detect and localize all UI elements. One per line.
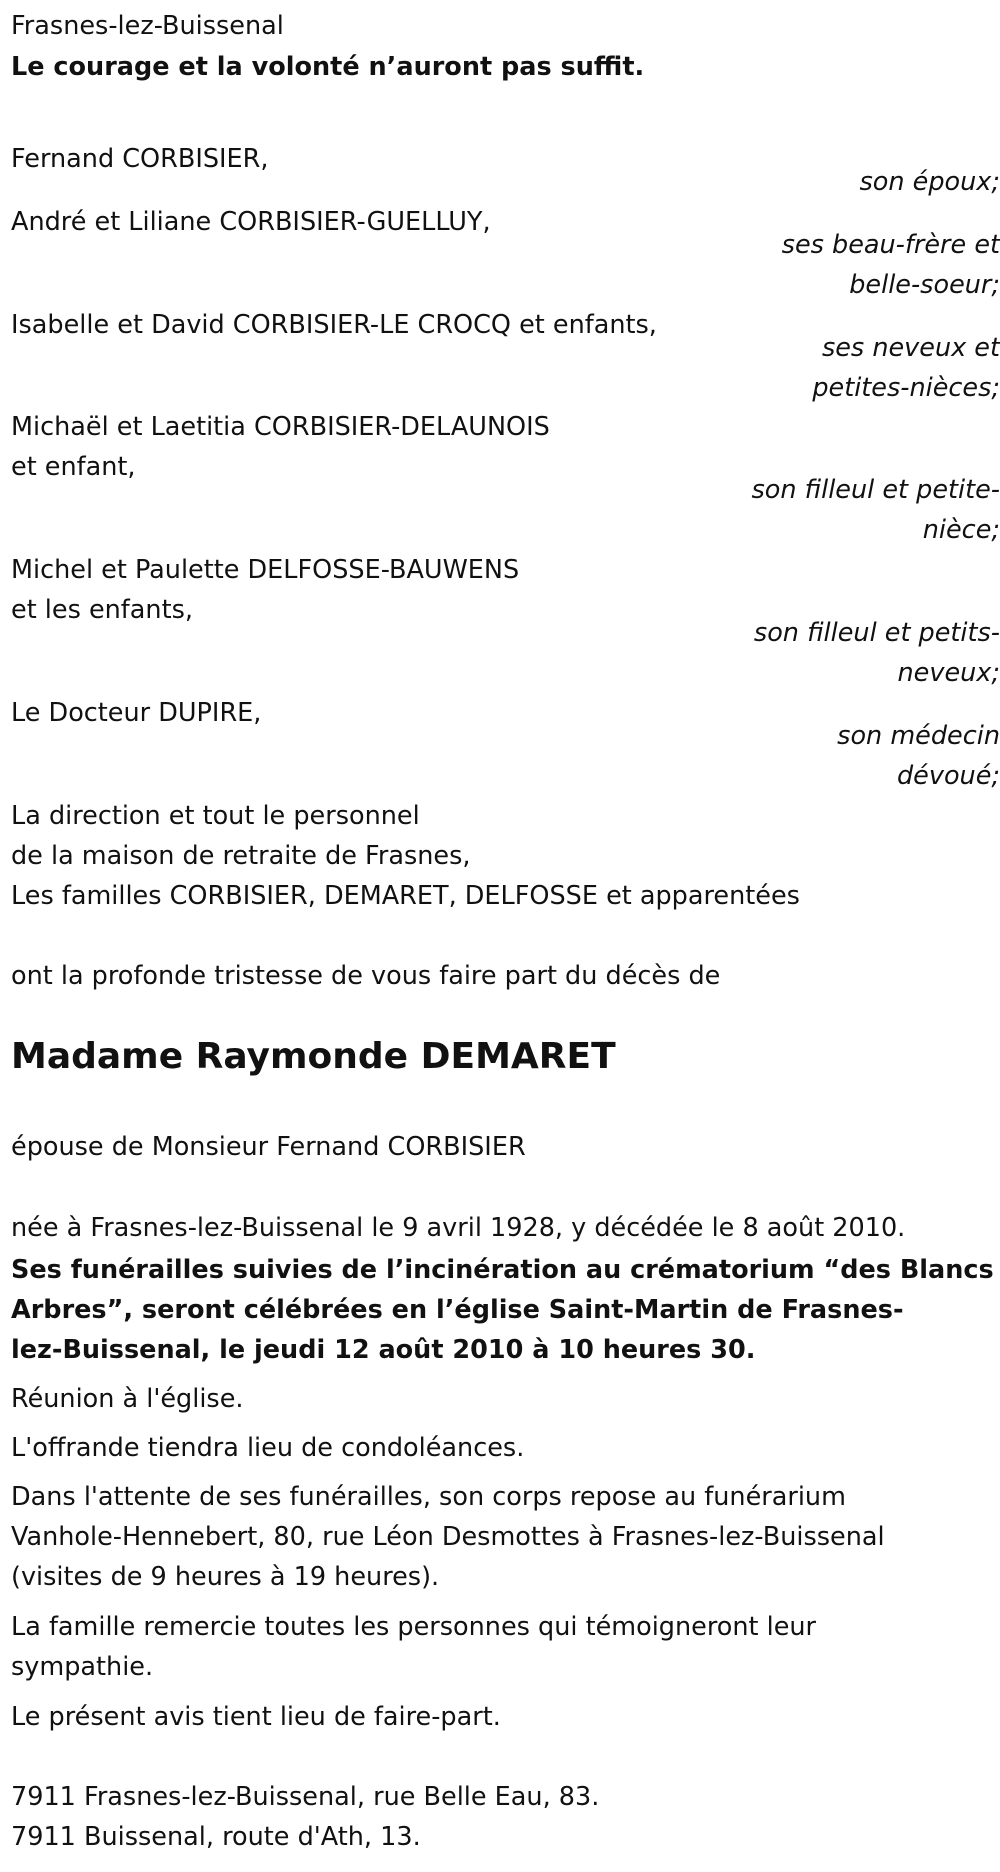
deceased-name: Madame Raymonde DEMARET xyxy=(11,1036,616,1077)
announcement: ont la profonde tristesse de vous faire part du décès de xyxy=(11,961,721,991)
meeting-note: Réunion à l'église. xyxy=(11,1384,244,1414)
mourner-relation: petites-nièces; xyxy=(812,373,1000,403)
viewing-details: Vanhole-Hennebert, 80, rue Léon Desmottes à Frasnes-lez-Buissenal xyxy=(11,1522,885,1552)
viewing-details: (visites de 9 heures à 19 heures). xyxy=(11,1562,440,1592)
mourner-relation: son filleul et petits- xyxy=(753,618,1000,648)
thanks-note: La famille remercie toutes les personnes qui témoigneront leur xyxy=(11,1612,817,1642)
mourner-name: Michel et Paulette DELFOSSE-BAUWENS xyxy=(11,555,520,585)
mourner-relation: nièce; xyxy=(922,515,1000,545)
notice-note: Le présent avis tient lieu de faire-part. xyxy=(11,1702,501,1732)
other-mourners: La direction et tout le personnel xyxy=(11,801,420,831)
birth-death: née à Frasnes-lez-Buissenal le 9 avril 1928, y décédée le 8 août 2010. xyxy=(11,1213,906,1243)
mourner-name: Isabelle et David CORBISIER-LE CROCQ et enfants, xyxy=(11,310,657,340)
funeral-details: Arbres”, seront célébrées en l’église Saint-Martin de Frasnes- xyxy=(11,1295,904,1325)
mourner-relation: son filleul et petite- xyxy=(751,475,1000,505)
mourner-name: Fernand CORBISIER, xyxy=(11,144,269,174)
mourner-relation: ses beau-frère et xyxy=(781,230,1000,260)
other-mourners: Les familles CORBISIER, DEMARET, DELFOSSE et apparentées xyxy=(11,881,800,911)
thanks-note: sympathie. xyxy=(11,1652,154,1682)
mourner-name: André et Liliane CORBISIER-GUELLUY, xyxy=(11,207,491,237)
address: 7911 Buissenal, route d'Ath, 13. xyxy=(11,1822,421,1852)
other-mourners: de la maison de retraite de Frasnes, xyxy=(11,841,471,871)
mourner-name: et les enfants, xyxy=(11,595,193,625)
motto: Le courage et la volonté n’auront pas suffit. xyxy=(11,52,645,82)
mourner-name: Michaël et Laetitia CORBISIER-DELAUNOIS xyxy=(11,412,550,442)
mourner-name: Le Docteur DUPIRE, xyxy=(11,698,262,728)
address: 7911 Frasnes-lez-Buissenal, rue Belle Eau, 83. xyxy=(11,1782,600,1812)
spouse-line: épouse de Monsieur Fernand CORBISIER xyxy=(11,1132,526,1162)
mourner-relation: neveux; xyxy=(897,658,1000,688)
mourner-relation: belle-soeur; xyxy=(849,270,1000,300)
location-header: Frasnes-lez-Buissenal xyxy=(11,11,284,41)
mourner-name: et enfant, xyxy=(11,452,136,482)
offering-note: L'offrande tiendra lieu de condoléances. xyxy=(11,1433,525,1463)
viewing-details: Dans l'attente de ses funérailles, son corps repose au funérarium xyxy=(11,1482,846,1512)
mourner-relation: son époux; xyxy=(859,167,1000,197)
funeral-details: Ses funérailles suivies de l’incinération au crématorium “des Blancs xyxy=(11,1255,994,1285)
funeral-details: lez-Buissenal, le jeudi 12 août 2010 à 10 heures 30. xyxy=(11,1335,756,1365)
mourner-relation: dévoué; xyxy=(896,761,1000,791)
mourner-relation: ses neveux et xyxy=(821,333,1000,363)
mourner-relation: son médecin xyxy=(837,721,1000,751)
